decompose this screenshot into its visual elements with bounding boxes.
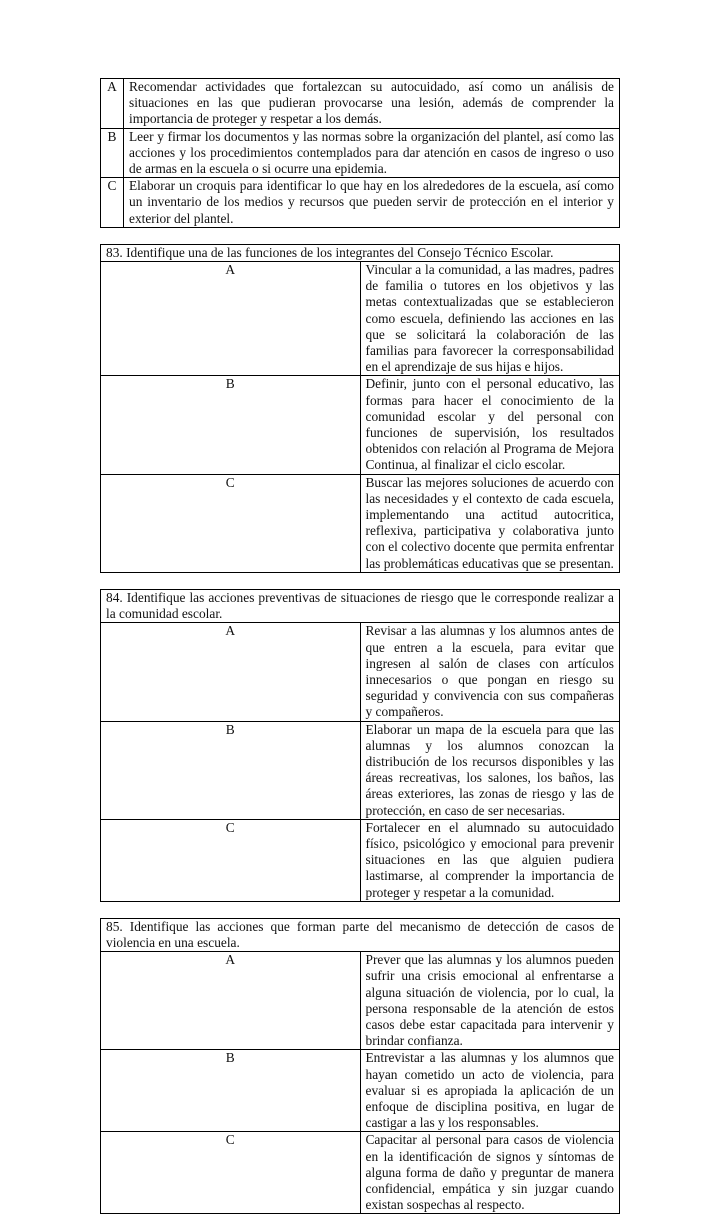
question-stem: 83. Identifique una de las funciones de los integrantes del Consejo Técnico Escolar. (101, 244, 620, 261)
option-text: Prever que las alumnas y los alumnos pueden sufrir una crisis emocional al enfrentarse a alguna situación de violencia, por lo cual, la persona responsable de la atención de estos casos debe estar capacitada para intervenir y brindar confianza. (360, 952, 620, 1050)
question-stem: 84. Identifique las acciones preventivas de situaciones de riesgo que le corresponde realizar a la comunidad escolar. (101, 589, 620, 622)
option-row (101, 376, 620, 474)
option-letter: C (101, 1132, 361, 1214)
option-letter: B (101, 128, 124, 178)
question-block-83 (100, 244, 620, 573)
option-row (101, 79, 620, 129)
option-text: Revisar a las alumnas y los alumnos antes de que entren a la escuela, para evitar que ingresen al salón de clases con artículos innecesarios o que pongan en riesgo su seguridad y convivencia con sus compañeras y compañeros. (360, 623, 620, 721)
question-stem-row (101, 589, 620, 622)
question-block-84 (100, 589, 620, 902)
question-stem: 85. Identifique las acciones que forman parte del mecanismo de detección de casos de violencia en una escuela. (101, 918, 620, 951)
option-text: Elaborar un croquis para identificar lo que hay en los alrededores de la escuela, así como un inventario de los medios y recursos que pueden servir de protección en el interior y exterior del plantel. (124, 178, 620, 228)
option-text: Buscar las mejores soluciones de acuerdo con las necesidades y el contexto de cada escuela, implementando una actitud autocritica, reflexiva, participativa y colaborativa junto con el colectivo docente que permita enfrentar las problemáticas educativas que se presentan. (360, 474, 620, 572)
option-row (101, 1132, 620, 1214)
option-row (101, 262, 620, 376)
option-text: Fortalecer en el alumnado su autocuidado físico, psicológico y emocional para prevenir situaciones en las que alguien pudiera lastimarse, al comprender la importancia de proteger y respetar a la comunidad. (360, 819, 620, 901)
option-row (101, 128, 620, 178)
option-text: Capacitar al personal para casos de violencia en la identificación de signos y síntomas de alguna forma de daño y preguntar de manera confidencial, empática y sin juzgar cuando existan sospechas al respecto. (360, 1132, 620, 1214)
option-letter: B (101, 721, 361, 819)
option-letter: C (101, 474, 361, 572)
option-letter: A (101, 952, 361, 1050)
option-letter: B (101, 1050, 361, 1132)
option-row (101, 623, 620, 721)
question-stem-row (101, 244, 620, 261)
option-text: Definir, junto con el personal educativo, las formas para hacer el conocimiento de la comunidad escolar y del personal con funciones de supervisión, los resultados obtenidos con relación al Programa de Mejora Continua, al finalizar el ciclo escolar. (360, 376, 620, 474)
option-letter: C (101, 819, 361, 901)
option-letter: B (101, 376, 361, 474)
exam-page (100, 78, 620, 1230)
option-text: Vincular a la comunidad, a las madres, padres de familia o tutores en los objetivos y las metas contextualizadas que se establecieron como escuela, definiendo las acciones en las que se solicitará la colaboración de las familias para favorecer la corresponsabilidad en el aprendizaje de sus hijas e hijos. (360, 262, 620, 376)
option-row (101, 952, 620, 1050)
option-text: Entrevistar a las alumnas y los alumnos que hayan cometido un acto de violencia, para evaluar si es apropiada la aplicación de un enfoque de disciplina positiva, en lugar de castigar a las y los responsables. (360, 1050, 620, 1132)
option-text: Elaborar un mapa de la escuela para que las alumnas y los alumnos conozcan la distribución de los recursos disponibles y las áreas recreativas, los salones, los baños, las áreas exteriores, las zonas de riesgo y las de protección, en caso de ser necesarias. (360, 721, 620, 819)
option-letter: A (101, 623, 361, 721)
option-text: Recomendar actividades que fortalezcan su autocuidado, así como un análisis de situaciones en las que pudieran provocarse una lesión, además de comprender la importancia de proteger y respetar a los demás. (124, 79, 620, 129)
question-block-85 (100, 918, 620, 1215)
option-row (101, 819, 620, 901)
option-row (101, 178, 620, 228)
option-letter: A (101, 262, 361, 376)
option-letter: C (101, 178, 124, 228)
option-row (101, 1050, 620, 1132)
option-row (101, 721, 620, 819)
option-text: Leer y firmar los documentos y las normas sobre la organización del plantel, así como las acciones y los procedimientos contemplados para dar atención en casos de ingreso o uso de armas en la escuela o si ocurre una epidemia. (124, 128, 620, 178)
option-letter: A (101, 79, 124, 129)
option-row (101, 474, 620, 572)
question-stem-row (101, 918, 620, 951)
question-block-82 (100, 78, 620, 228)
